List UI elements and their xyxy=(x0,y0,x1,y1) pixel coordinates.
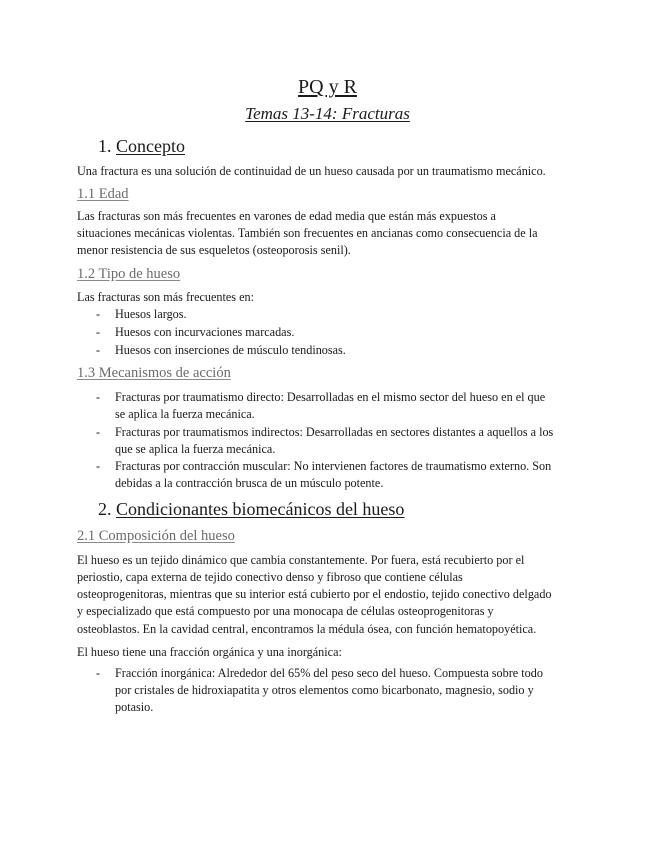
list-item-text-line-2: se aplica la fuerza mecánica. xyxy=(115,407,255,421)
list-item-text: Huesos con incurvaciones marcadas. xyxy=(115,325,295,339)
list-item-text-line-1: Fracturas por traumatismo directo: Desarrolladas en el mismo sector del hueso en el que xyxy=(115,390,546,404)
subsection-1-1-line-2: situaciones mecánicas violentas. También son frecuentes en ancianas como consecuencia de la xyxy=(77,226,538,240)
subsection-2-1-line-4: y especializado que está compuesto por una monocapa de células osteoprogenitoras y xyxy=(77,604,494,618)
subsection-1-2-intro: Las fracturas son más frecuentes en: xyxy=(77,290,254,304)
section-1-intro: Una fractura es una solución de continuidad de un hueso causada por un traumatismo mecánico. xyxy=(77,164,546,178)
bullet-dash: - xyxy=(96,307,101,321)
list-item-text-line-1: Fracción inorgánica: Alrededor del 65% del peso seco del hueso. Compuesta sobre todo xyxy=(115,666,543,680)
subsection-2-1-fraction-intro: El hueso tiene una fracción orgánica y una inorgánica: xyxy=(77,645,342,659)
subsection-2-1-line-1: El hueso es un tejido dinámico que cambia constantemente. Por fuera, está recubierto por el xyxy=(77,553,525,567)
subsection-1-1-line-3: menor resistencia de sus esqueletos (osteoporosis senil). xyxy=(77,243,351,257)
bullet-dash: - xyxy=(96,459,101,473)
document-subtitle: Temas 13-14: Fracturas xyxy=(245,104,410,123)
subsection-1-2-heading: 1.2 Tipo de hueso xyxy=(77,266,181,282)
subsection-1-3-heading: 1.3 Mecanismos de acción xyxy=(77,365,231,381)
section-2-title: Condicionantes biomecánicos del hueso xyxy=(116,499,405,519)
subsection-2-1-line-2: periostio, capa externa de tejido conectivo denso y fibroso que contiene células xyxy=(77,570,463,584)
section-2-number: 2. xyxy=(98,499,112,519)
list-item-text: Huesos largos. xyxy=(115,307,187,321)
bullet-dash: - xyxy=(96,325,101,339)
section-1-number: 1. xyxy=(98,136,112,156)
bullet-dash: - xyxy=(96,666,101,680)
list-item-text-line-1: Fracturas por traumatismos indirectos: Desarrolladas en sectores distantes a aquellos a los xyxy=(115,425,554,439)
list-item-text-line-1: Fracturas por contracción muscular: No intervienen factores de traumatismo externo. Son xyxy=(115,459,552,473)
subsection-2-1-line-5: osteoblastos. En la cavidad central, encontramos la médula ósea, con función hematopoyética. xyxy=(77,622,537,636)
list-item-text-line-2: debidas a la contracción brusca de un músculo potente. xyxy=(115,476,384,490)
bullet-dash: - xyxy=(96,343,101,357)
subsection-1-1-heading: 1.1 Edad xyxy=(77,186,129,202)
subsection-1-1-line-1: Las fracturas son más frecuentes en varones de edad media que están más expuestos a xyxy=(77,209,496,223)
list-item-text-line-2: por cristales de hidroxiapatita y otros elementos como bicarbonato, magnesio, sodio y xyxy=(115,683,534,697)
list-item-text-line-2: que se aplica la fuerza mecánica. xyxy=(115,442,276,456)
list-item-text: Huesos con inserciones de músculo tendinosas. xyxy=(115,343,346,357)
bullet-dash: - xyxy=(96,425,101,439)
section-1-title: Concepto xyxy=(116,136,185,156)
subsection-2-1-heading: 2.1 Composición del hueso xyxy=(77,528,235,544)
document-title: PQ y R xyxy=(298,76,357,98)
bullet-dash: - xyxy=(96,390,101,404)
list-item-text-line-3: potasio. xyxy=(115,700,154,714)
subsection-2-1-line-3: osteoprogenitoras, mientras que su interior está cubierto por el endostio, tejido conectivo delgado xyxy=(77,587,552,601)
